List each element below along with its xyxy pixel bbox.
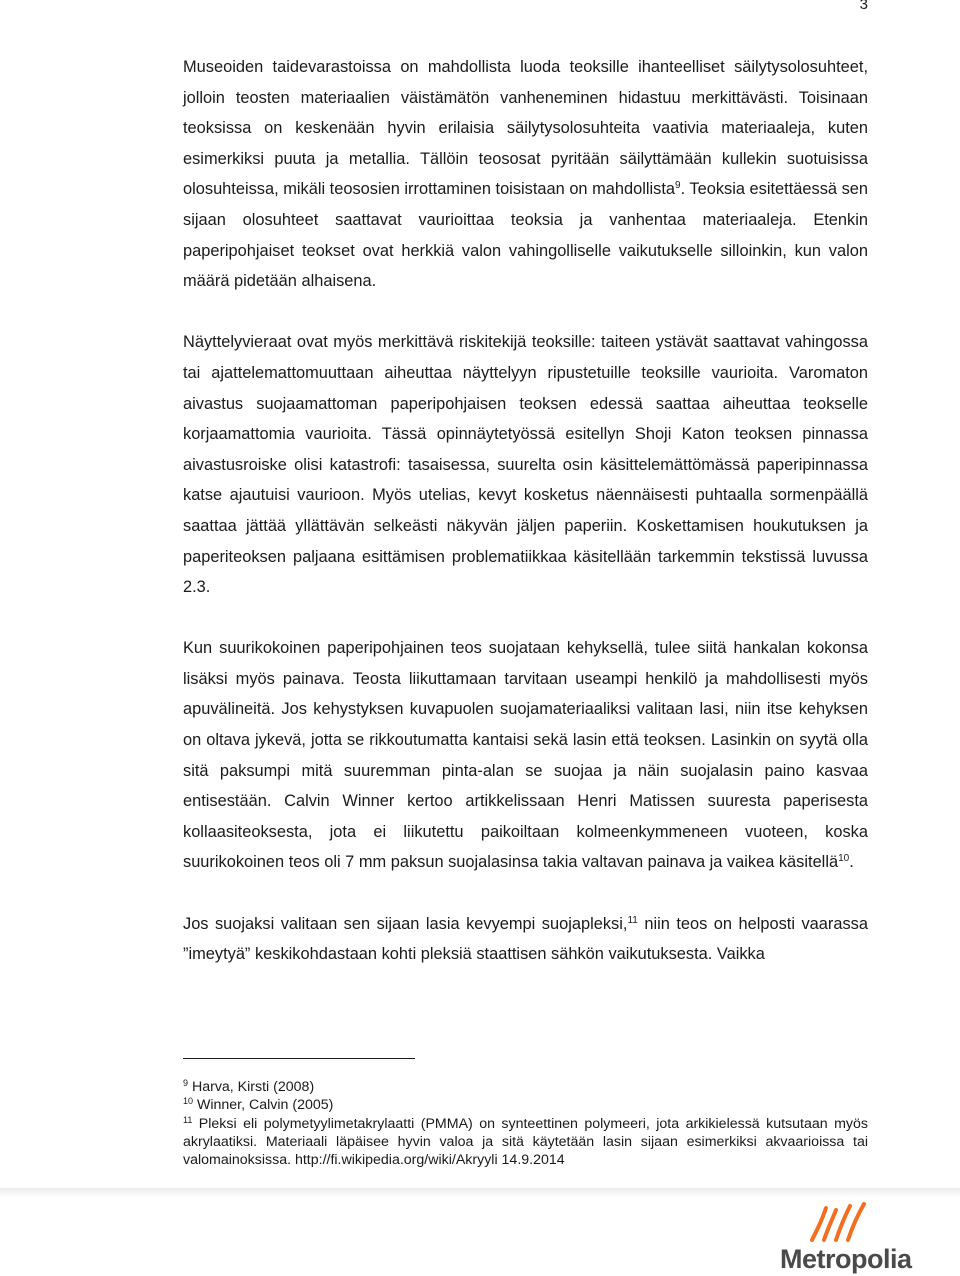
metropolia-logo-icon bbox=[808, 1198, 870, 1244]
footnote-10 bbox=[183, 1096, 868, 1114]
paragraph-text: Jos suojaksi valitaan sen sijaan lasia kevyempi suojapleksi, bbox=[183, 914, 628, 933]
page-number: 3 bbox=[859, 0, 868, 13]
footnote-divider bbox=[183, 1058, 415, 1059]
paragraph-text: . Teoksia esitettäessä sen sijaan olosuhteet saattavat vaurioittaa teoksia ja vanhentaa materiaaleja. Etenkin paperipohjaiset teokset ovat herkkiä valon vahingolliselle vaikutukselle silloinkin, kun valon määrä pidetään alhaisena. bbox=[183, 180, 869, 291]
paragraph-text: Kun suurikokoinen paperipohjainen teos suojataan kehyksellä, tulee siitä hankalan kokonsa lisäksi myös painava. Teosta liikuttamaan tarvitaan useampi henkilö ja mahdollisesti myös apuvälineitä. Jos kehystyksen kuvapuolen suojamateriaaliksi valitaan lasi, niin itse kehyksen on oltava jykevä, jotta se rikkoutumatta kantaisi sekä lasin että teoksen. Lasinkin on syytä olla sitä paksumpi mitä suuremman pinta-alan se suojaa ja näin suojalasin paino kasvaa entisestään. Calvin Winner kertoo artikkelissaan Henri Matissen suuresta paperisesta kollaasiteoksesta, jota ei liikutettu paikoiltaan kolmeenkymmeneen vuoteen, koska suurikokoinen teos oli 7 mm paksun suojalasinsa takia valtavan painava ja vaikea käsitellä bbox=[183, 639, 868, 872]
paragraph-text: niin teos on helposti vaarassa ”imeytyä” keskikohdastaan kohti pleksiä staattisen sähkön vaikutuksesta. Vaikka bbox=[183, 914, 868, 964]
footnote-number: 9 bbox=[183, 1078, 189, 1088]
logo-text: Metropolia bbox=[780, 1244, 912, 1274]
footnote-number: 10 bbox=[183, 1096, 194, 1107]
footnote-text: Pleksi eli polymetyylimetakrylaatti (PMMA) on synteettinen polymeeri, jota arkikielessä kutsutaan myös akrylaatiksi. Materiaali läpäisee hyvin valoa ja sitä käytetään lasin sijaan esimerkiksi akvaarioissa tai valomainoksissa. http://fi.wikipedia.org/wiki/Akryyli 14.9.2014 bbox=[183, 1115, 868, 1169]
footnote-text: Winner, Calvin (2005) bbox=[193, 1097, 334, 1114]
paragraph-1 bbox=[183, 52, 868, 297]
paragraph-3 bbox=[183, 633, 868, 878]
paragraph-4 bbox=[183, 909, 868, 970]
footnote-9 bbox=[183, 1078, 868, 1096]
footnotes bbox=[183, 1078, 868, 1169]
paragraph-text: . bbox=[849, 853, 854, 872]
footnote-ref-11: 11 bbox=[627, 914, 638, 926]
paragraph-text: Museoiden taidevarastoissa on mahdollista luoda teoksille ihanteelliset säilytysolosuhteet, jolloin teosten materiaalien väistämätön vanheneminen hidastuu merkittävästi. Toisinaan teoksissa on keskenään hyvin erilaisia säilytysolosuhteita vaativia materiaaleja, kuten esimerkiksi puuta ja metallia. Tällöin teososat pyritään säilyttämään kullekin suotuisissa olosuhteissa, mikäli teososien irrottaminen toisistaan on mahdollista bbox=[183, 58, 868, 199]
footnote-number: 11 bbox=[183, 1114, 193, 1125]
footnote-ref-10: 10 bbox=[838, 853, 850, 865]
footnote-text: Harva, Kirsti (2008) bbox=[188, 1079, 315, 1095]
footnote-11 bbox=[183, 1115, 868, 1170]
footer-band bbox=[0, 1188, 960, 1198]
metropolia-logo bbox=[780, 1198, 930, 1273]
paragraph-2 bbox=[183, 327, 868, 602]
body-text bbox=[183, 52, 868, 970]
paragraph-text: Näyttelyvieraat ovat myös merkittävä riskitekijä teoksille: taiteen ystävät saattavat vahingossa tai ajattelemattomuuttaan aiheuttaa näyttelyyn ripustetuille teoksille vaurioita. Varomaton aivastus suojaamattoman paperipohjaisen teoksen edessä saattaa aiheuttaa teokselle korjaamattomia vaurioita. Tässä opinnäytetyössä esitellyn Shoji Katon teoksen pinnassa aivastusroiske olisi katastrofi: tasaisessa, suurelta osin käsittelemättömässä paperipinnassa katse ajautuisi vaurioon. Myös utelias, kevyt kosketus näennäisesti puhtaalla sormenpäällä saattaa jättää yllättävän selkeästi näkyvän jäljen paperiin. Koskettamisen houkutuksen ja paperiteoksen paljaana esittämisen problematiikkaa käsitellään tarkemmin tekstissä luvussa 2.3. bbox=[183, 333, 868, 597]
footnote-ref-9: 9 bbox=[675, 180, 681, 192]
